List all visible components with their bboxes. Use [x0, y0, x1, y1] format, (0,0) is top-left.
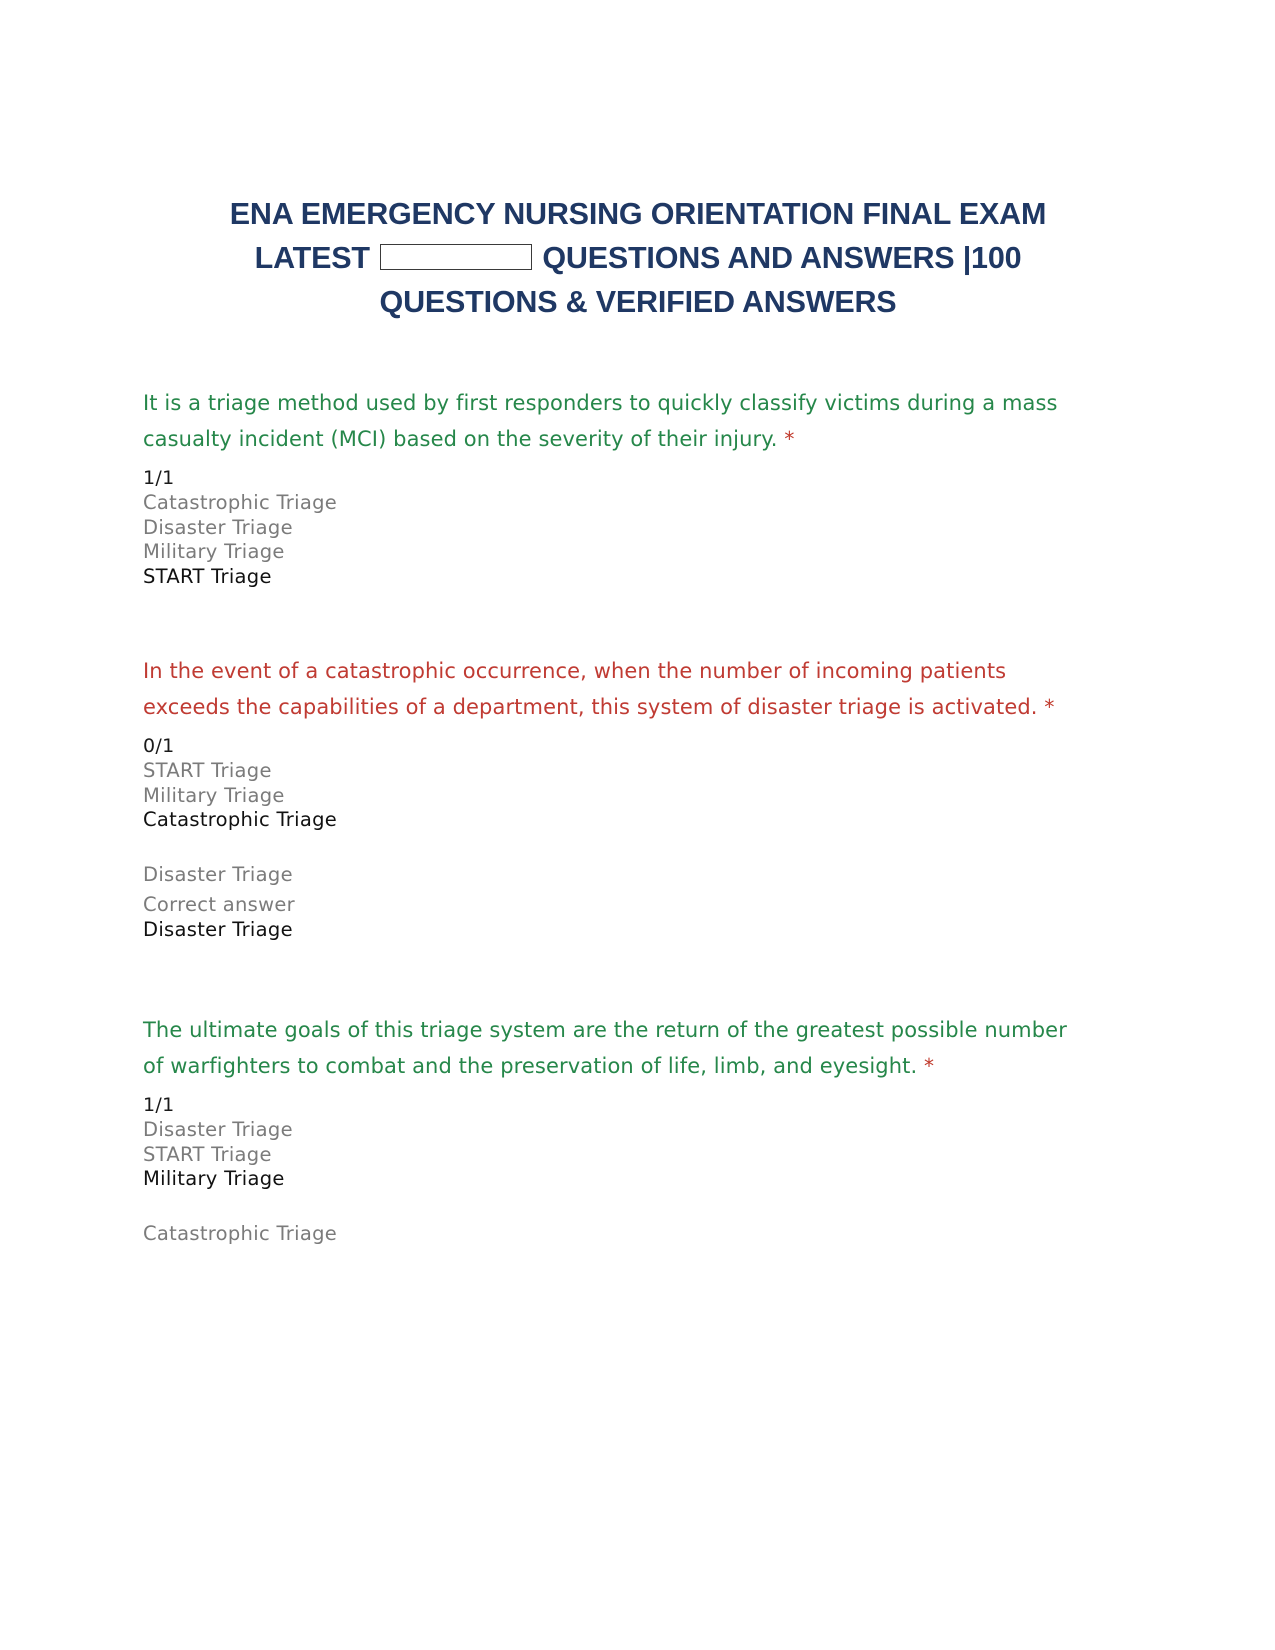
question-block-1	[143, 385, 1083, 589]
question-score-1: 1/1	[143, 467, 175, 489]
option-item[interactable]: START Triage	[143, 759, 272, 782]
option-item[interactable]: Catastrophic Triage	[143, 1221, 338, 1245]
option-item[interactable]: Disaster Triage	[143, 862, 293, 886]
option-item-selected[interactable]: START Triage	[143, 564, 272, 588]
title-line-2-before: LATEST	[254, 241, 370, 275]
correct-answer-label: Correct answer	[143, 893, 296, 916]
question-text-3	[143, 1012, 1083, 1084]
option-item[interactable]: Catastrophic Triage	[143, 491, 338, 514]
question-text-2-body: In the event of a catastrophic occurrence, when the number of incoming patients exceeds the capabilities of a department, this system of disaster triage is activated.	[143, 659, 1038, 719]
question-score-2: 0/1	[143, 735, 175, 757]
option-item[interactable]: Disaster Triage	[143, 515, 293, 539]
question-block-3	[143, 1012, 1083, 1246]
page-title	[163, 192, 1113, 324]
option-list-2	[143, 759, 1083, 887]
option-item[interactable]: START Triage	[143, 1142, 272, 1166]
question-text-2	[143, 653, 1083, 725]
required-asterisk-2: *	[1044, 695, 1055, 719]
redaction-box	[380, 244, 532, 270]
title-line-2-after: QUESTIONS AND ANSWERS |100	[542, 241, 1022, 275]
title-line-3: QUESTIONS & VERIFIED ANSWERS	[379, 285, 897, 319]
option-item[interactable]: Disaster Triage	[143, 1118, 293, 1141]
correct-answer-value: Disaster Triage	[143, 917, 293, 941]
option-list-3	[143, 1118, 1083, 1246]
question-text-1-body: It is a triage method used by first responders to quickly classify victims during a mass casualty incident (MCI) based on the severity of their injury.	[143, 391, 1058, 451]
option-item[interactable]: Military Triage	[143, 783, 285, 807]
question-text-1	[143, 385, 1083, 457]
option-list-1	[143, 491, 1083, 589]
option-item-selected[interactable]: Military Triage	[143, 1167, 285, 1190]
question-score-3: 1/1	[143, 1094, 175, 1116]
title-line-1: ENA EMERGENCY NURSING ORIENTATION FINAL EXAM	[229, 197, 1047, 231]
question-text-3-body: The ultimate goals of this triage system are the return of the greatest possible number of warfighters to combat and the preservation of life, limb, and eyesight.	[143, 1018, 1067, 1078]
question-block-2	[143, 653, 1083, 942]
required-asterisk-3: *	[924, 1054, 935, 1078]
option-item[interactable]: Military Triage	[143, 540, 285, 563]
required-asterisk-1: *	[784, 427, 795, 451]
option-item-selected[interactable]: Catastrophic Triage	[143, 808, 338, 831]
